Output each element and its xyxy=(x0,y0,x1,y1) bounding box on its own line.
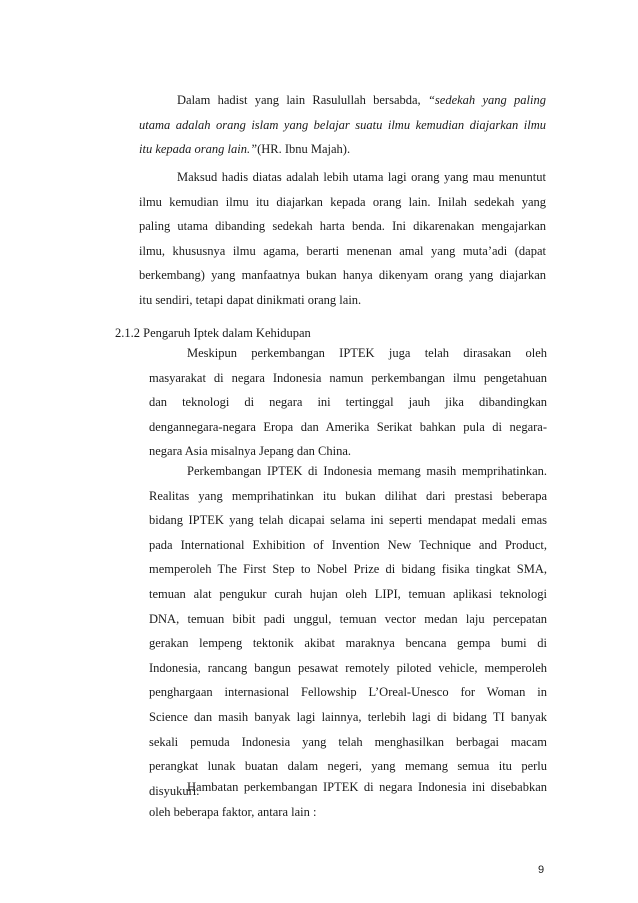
body-paragraph xyxy=(149,775,547,824)
text-line: disyukuri. xyxy=(149,783,200,798)
text-line: dengannegara-negara Eropa dan Amerika Serikat bahkan pula di negara- xyxy=(149,419,547,434)
text-line: perangkat lunak buatan dalam negeri, yang memang semua itu perlu xyxy=(149,759,547,774)
text-line: Meskipun perkembangan IPTEK juga telah dirasakan oleh xyxy=(187,346,547,360)
text-line: berkembang) yang manfaatnya bukan hanya dikenyam orang yang diajarkan xyxy=(139,268,546,283)
text-line: bidang IPTEK yang telah dicapai selama ini seperti mendapat medali emas xyxy=(149,513,547,528)
text-line: temuan alat pengukur curah hujan oleh LIPI, temuan aplikasi teknologi xyxy=(149,586,547,601)
text-line: pada International Exhibition of Invention New Technique and Product, xyxy=(149,537,547,552)
text-line xyxy=(139,88,546,113)
text-line: gerakan lempeng tektonik akibat maraknya bencana gempa bumi di xyxy=(149,636,547,651)
text-line: sekali pemuda Indonesia yang telah menghasilkan berbagai macam xyxy=(149,734,547,749)
quote-text: utama adalah orang islam yang belajar suatu ilmu kemudian diajarkan ilmu xyxy=(139,117,546,132)
text-line: Hambatan perkembangan IPTEK di negara Indonesia ini disebabkan xyxy=(187,780,547,794)
quote-text: itu kepada orang lain.” xyxy=(139,142,258,157)
text-line: Realitas yang memprihatinkan itu bukan dilihat dari prestasi beberapa xyxy=(149,488,547,503)
explanation-paragraph xyxy=(139,165,546,313)
body-paragraph xyxy=(149,341,547,464)
page-number: 9 xyxy=(538,864,545,876)
text-line: ilmu kemudian ilmu itu diajarkan kepada orang lain. Inilah sedekah yang xyxy=(139,194,546,209)
text-line: ilmu, khususnya ilmu agama, berarti menenan amal yang muta’adi (dapat xyxy=(139,243,546,258)
text-line: dan teknologi di negara ini tertinggal jauh jika dibandingkan xyxy=(149,395,547,410)
text-line: Science dan masih banyak lagi lainnya, terlebih lagi di bidang TI banyak xyxy=(149,709,547,724)
hadith-quote-paragraph xyxy=(139,88,546,162)
text-line: masyarakat di negara Indonesia namun perkembangan ilmu pengetahuan xyxy=(149,370,547,385)
citation: (HR. Ibnu Majah). xyxy=(257,142,351,157)
text-line xyxy=(139,137,546,162)
text-span: Dalam hadist yang lain Rasulullah bersabda, xyxy=(177,93,428,107)
text-line: negara Asia misalnya Jepang dan China. xyxy=(149,444,352,459)
text-line: Perkembangan IPTEK di Indonesia memang masih memprihatinkan. xyxy=(187,464,547,478)
text-line: Maksud hadis diatas adalah lebih utama lagi orang yang mau menuntut xyxy=(177,170,546,184)
text-line: Indonesia, rancang bangun pesawat remotely piloted vehicle, memperoleh xyxy=(149,660,547,675)
text-line: memperoleh The First Step to Nobel Prize di bidang fisika tingkat SMA, xyxy=(149,562,547,577)
section-heading: 2.1.2 Pengaruh Iptek dalam Kehidupan xyxy=(115,326,311,340)
text-line: paling utama dibanding sedekah harta benda. Ini dikarenakan mengajarkan xyxy=(139,219,546,234)
text-line: itu sendiri, tetapi dapat dinikmati orang lain. xyxy=(139,292,362,307)
text-line: DNA, temuan bibit padi unggul, temuan vector medan laju percepatan xyxy=(149,611,547,626)
quote-text: “sedekah yang paling xyxy=(427,93,546,107)
body-paragraph xyxy=(149,459,547,803)
text-line: oleh beberapa faktor, antara lain : xyxy=(149,804,317,819)
text-line: penghargaan internasional Fellowship L’Oreal-Unesco for Woman in xyxy=(149,685,547,700)
